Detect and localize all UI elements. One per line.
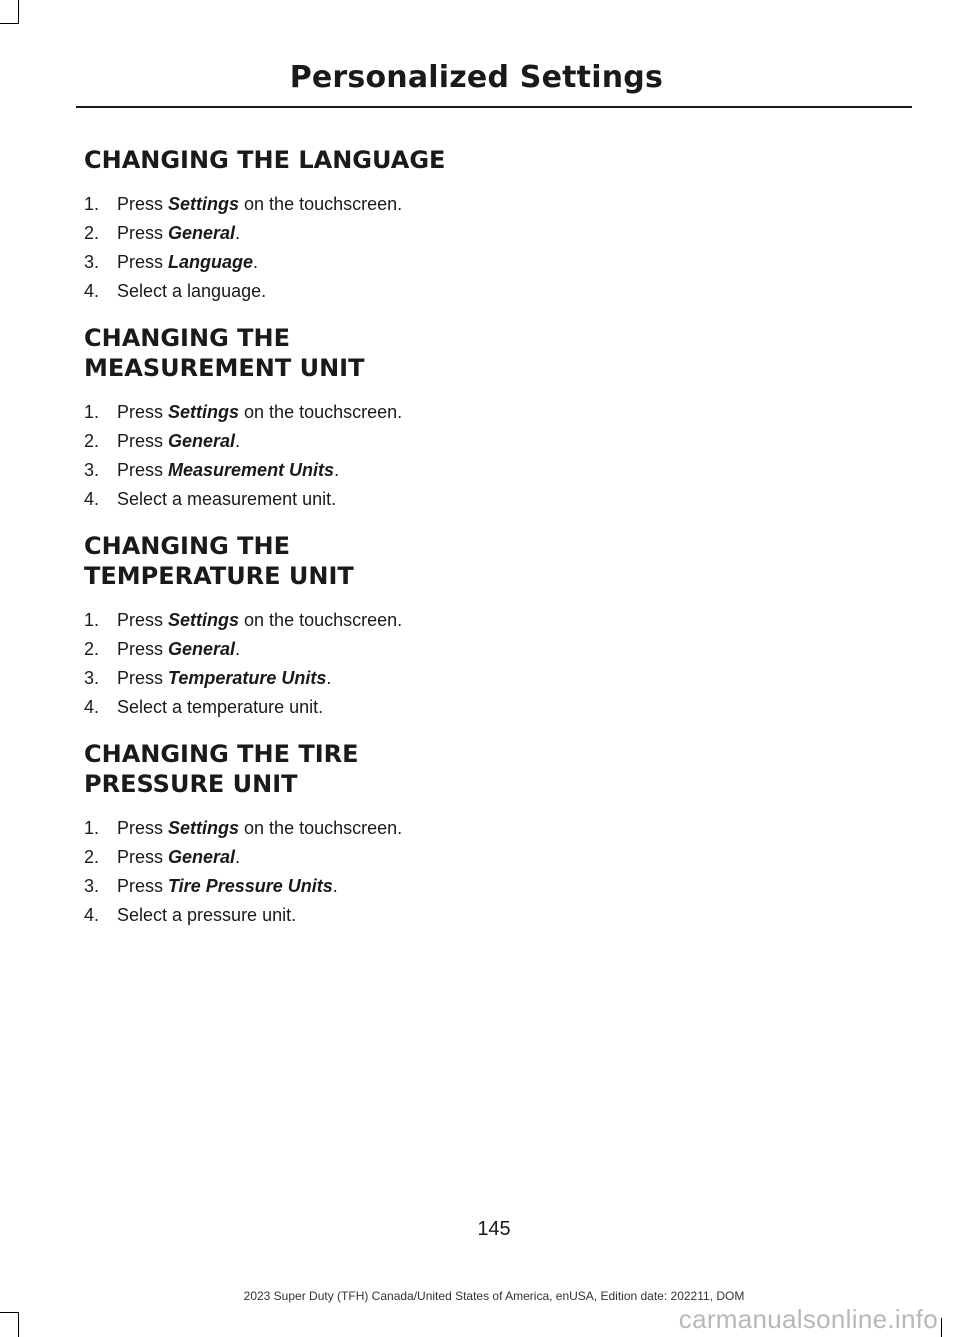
- step-item: [84, 872, 544, 901]
- step-text-pre: Press: [117, 668, 169, 688]
- step-item: [84, 456, 544, 485]
- step-text: [117, 190, 402, 219]
- main-content: [84, 145, 544, 947]
- step-number: 3.: [84, 252, 100, 272]
- crop-mark-top-left-vertical: [18, 0, 19, 24]
- step-number: 3.: [84, 460, 100, 480]
- step-number: 2.: [84, 847, 100, 867]
- page-header-title: Personalized Settings: [289, 60, 663, 95]
- step-text-post: .: [235, 847, 241, 867]
- step-number: 2.: [84, 639, 100, 659]
- step-keyword: General: [168, 847, 236, 867]
- step-number: 4.: [84, 905, 100, 925]
- step-number: 1.: [84, 194, 100, 214]
- step-text-pre: Select a pressure unit.: [117, 905, 297, 925]
- step-item: [84, 693, 544, 722]
- step-number: 4.: [84, 281, 100, 301]
- section-heading-line: CHANGING THE TIRE: [84, 740, 359, 768]
- step-item: [84, 398, 544, 427]
- step-text-post: .: [235, 223, 241, 243]
- step-text-pre: Press: [117, 818, 169, 838]
- step-text: [117, 872, 338, 901]
- step-text-post: on the touchscreen.: [239, 610, 403, 630]
- step-text-post: .: [334, 460, 340, 480]
- watermark-text: carmanualsonline.info: [678, 1304, 938, 1334]
- step-number: 1.: [84, 402, 100, 422]
- step-item: [84, 901, 544, 930]
- step-keyword: General: [168, 223, 236, 243]
- section-heading-line: PRESSURE UNIT: [84, 770, 298, 798]
- step-number: 2.: [84, 431, 100, 451]
- step-text-post: on the touchscreen.: [239, 402, 403, 422]
- step-text: [117, 664, 331, 693]
- step-text: [117, 219, 240, 248]
- step-text: [117, 456, 339, 485]
- step-text-post: .: [253, 252, 259, 272]
- step-text-pre: Select a measurement unit.: [117, 489, 337, 509]
- step-item: [84, 635, 544, 664]
- step-keyword: Settings: [168, 818, 240, 838]
- section-language: [84, 145, 544, 306]
- step-keyword: Settings: [168, 194, 240, 214]
- step-item: [84, 277, 544, 306]
- step-item: [84, 843, 544, 872]
- step-text-post: .: [332, 876, 338, 896]
- step-keyword: Tire Pressure Units: [168, 876, 333, 896]
- step-text: [117, 843, 240, 872]
- step-number: 3.: [84, 668, 100, 688]
- step-item: [84, 606, 544, 635]
- step-text: [117, 427, 240, 456]
- step-text: [117, 693, 323, 722]
- step-text-post: .: [235, 431, 241, 451]
- section-heading: [84, 145, 544, 175]
- section-measurement-unit: [84, 323, 544, 514]
- step-item: [84, 485, 544, 514]
- step-keyword: Settings: [168, 402, 240, 422]
- step-item: [84, 427, 544, 456]
- section-heading-line: TEMPERATURE UNIT: [84, 562, 354, 590]
- crop-mark-bottom-right-vertical: [941, 1318, 942, 1337]
- step-text: [117, 398, 402, 427]
- step-text: [117, 635, 240, 664]
- step-text: [117, 277, 266, 306]
- step-text: [117, 485, 336, 514]
- section-heading-line: MEASUREMENT UNIT: [84, 354, 365, 382]
- step-text-pre: Press: [117, 402, 169, 422]
- section-temperature-unit: [84, 531, 544, 722]
- step-text-post: .: [326, 668, 332, 688]
- edition-footer: 2023 Super Duty (TFH) Canada/United States of America, enUSA, Edition date: 202211, DOM: [243, 1289, 745, 1303]
- step-keyword: Temperature Units: [168, 668, 327, 688]
- step-text: [117, 901, 296, 930]
- section-heading: [84, 739, 544, 799]
- section-heading: [84, 531, 544, 591]
- step-text-pre: Press: [117, 610, 169, 630]
- step-text-pre: Select a temperature unit.: [117, 697, 324, 717]
- step-text-pre: Press: [117, 194, 169, 214]
- section-heading-line: CHANGING THE: [84, 324, 290, 352]
- step-item: [84, 190, 544, 219]
- header-divider: [76, 106, 912, 108]
- step-text-pre: Press: [117, 223, 169, 243]
- step-text: [117, 606, 402, 635]
- step-keyword: General: [168, 639, 236, 659]
- step-text-pre: Press: [117, 252, 169, 272]
- step-text: [117, 814, 402, 843]
- step-number: 1.: [84, 818, 100, 838]
- step-text-pre: Press: [117, 460, 169, 480]
- step-text-post: on the touchscreen.: [239, 818, 403, 838]
- crop-mark-bottom-left-vertical: [18, 1312, 19, 1337]
- crop-mark-top-left-horizontal: [0, 23, 18, 24]
- step-item: [84, 664, 544, 693]
- step-text-post: on the touchscreen.: [239, 194, 403, 214]
- step-number: 4.: [84, 697, 100, 717]
- step-number: 2.: [84, 223, 100, 243]
- crop-mark-bottom-left-horizontal: [0, 1312, 18, 1313]
- step-text-pre: Select a language.: [117, 281, 267, 301]
- step-text-pre: Press: [117, 639, 169, 659]
- step-item: [84, 219, 544, 248]
- step-keyword: Language: [168, 252, 254, 272]
- step-number: 4.: [84, 489, 100, 509]
- step-item: [84, 248, 544, 277]
- section-tire-pressure-unit: [84, 739, 544, 930]
- step-text-pre: Press: [117, 847, 169, 867]
- step-item: [84, 814, 544, 843]
- step-keyword: Measurement Units: [168, 460, 335, 480]
- page-number: 145: [477, 1218, 511, 1240]
- section-heading-line: CHANGING THE: [84, 532, 290, 560]
- step-keyword: Settings: [168, 610, 240, 630]
- step-keyword: General: [168, 431, 236, 451]
- step-text-post: .: [235, 639, 241, 659]
- step-text: [117, 248, 258, 277]
- step-text-pre: Press: [117, 876, 169, 896]
- section-heading-line: CHANGING THE LANGUAGE: [84, 146, 446, 174]
- step-number: 3.: [84, 876, 100, 896]
- step-number: 1.: [84, 610, 100, 630]
- step-text-pre: Press: [117, 431, 169, 451]
- section-heading: [84, 323, 544, 383]
